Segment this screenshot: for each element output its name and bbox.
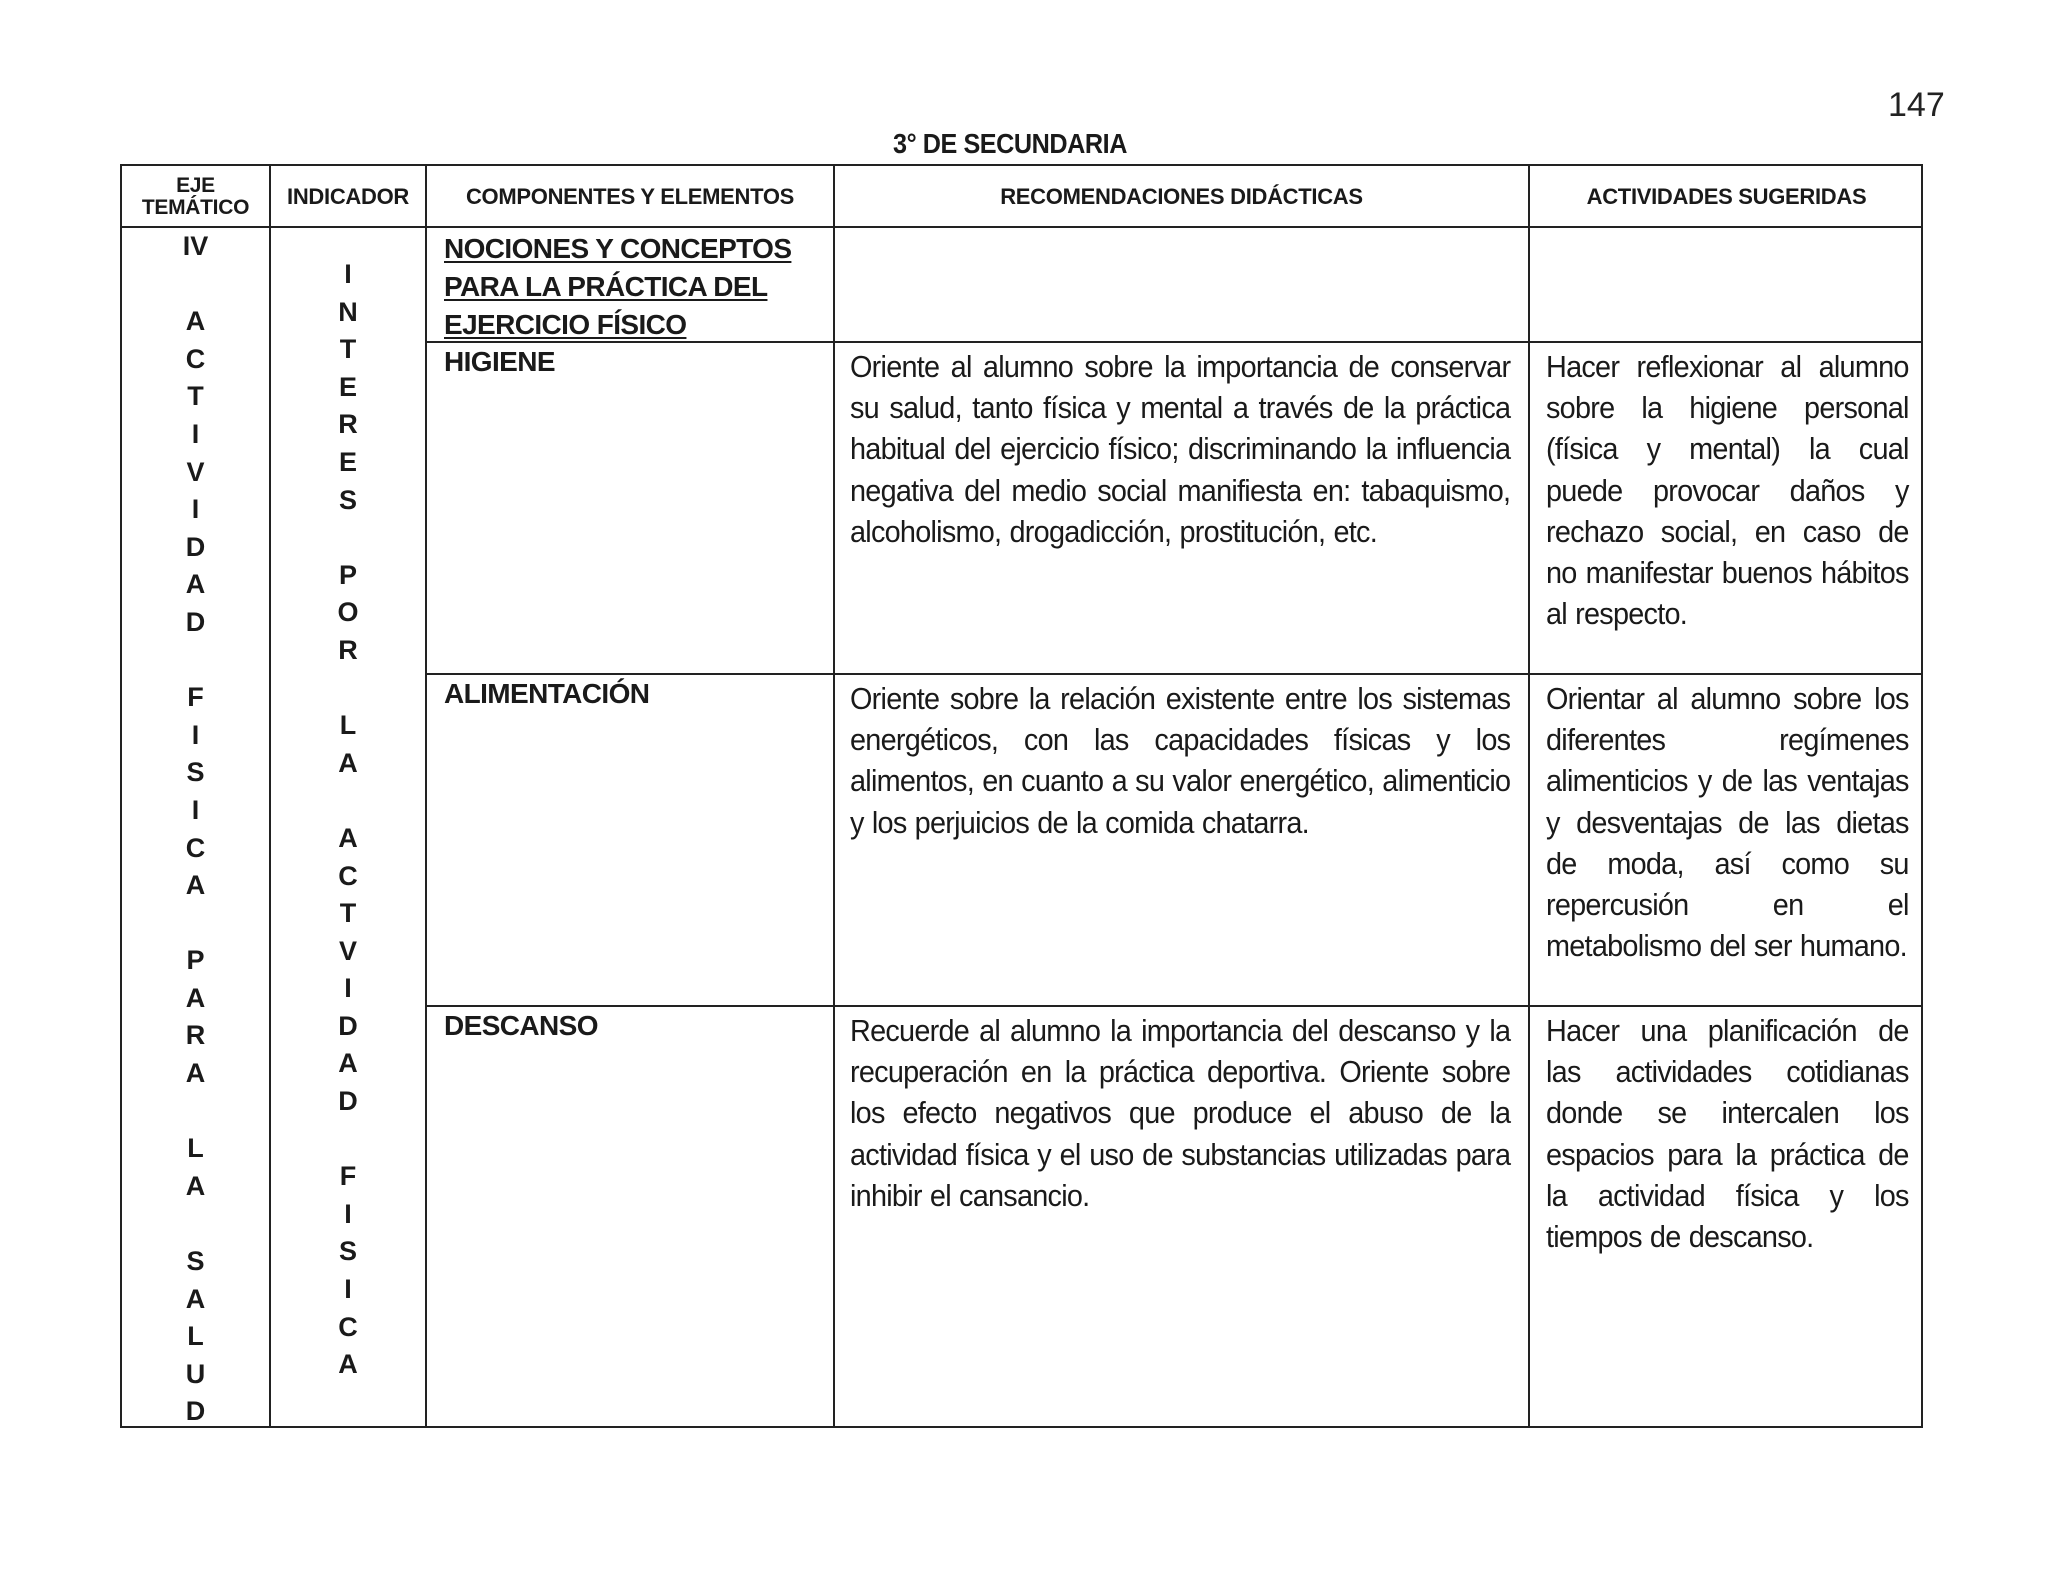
indicador-letter: D — [338, 1010, 358, 1041]
indicador-letter: S — [338, 1236, 357, 1267]
header-eje-tematico — [122, 166, 269, 228]
section-heading — [444, 230, 791, 344]
indicador-letter: R — [338, 409, 358, 440]
header-eje-line2: TEMÁTICO — [141, 196, 250, 219]
recomendacion-higiene: Oriente al alumno sobre la importancia de conservar su salud, tanto física y mental a través de la práctica habitual del ejercicio físico; discriminando la influencia negativa del medio social manifiesta en: tabaquismo, alcoholismo, drogadicción, prostitución, etc. — [850, 349, 1511, 549]
page-number: 147 — [1888, 86, 1945, 124]
indicador-vertical-text — [271, 256, 425, 1384]
indicador-letter: T — [339, 898, 357, 929]
component-higiene: HIGIENE — [444, 346, 555, 377]
recomendacion-alimentacion: Oriente sobre la relación existente entre los sistemas energéticos, con las capacidades físicas y los alimentos, en cuanto a su valor energético, alimenticio y los perjuicios de la comida chatarra. — [850, 681, 1511, 840]
eje-letter: A — [185, 982, 206, 1013]
indicador-letter: L — [339, 710, 357, 741]
indicador-letter: E — [338, 446, 357, 477]
eje-letter: I — [191, 719, 200, 750]
eje-letter: A — [185, 1170, 206, 1201]
header-componentes: COMPONENTES Y ELEMENTOS — [465, 184, 795, 209]
actividad-alimentacion: Orientar al alumno sobre los diferentes regímenes alimenticios y de las ventajas y desventajas de las dietas de moda, así como su repercusión en el metabolismo del ser humano. — [1546, 681, 1909, 964]
eje-letter: C — [185, 343, 206, 374]
curriculum-table — [120, 164, 1923, 1428]
indicador-letter: A — [338, 747, 358, 778]
eje-letter: A — [185, 306, 206, 337]
header-eje-line1: EJE — [176, 174, 215, 197]
eje-letter: S — [186, 757, 205, 788]
indicador-letter: P — [338, 559, 357, 590]
eje-letter: D — [185, 606, 206, 637]
eje-number: IV — [182, 231, 209, 261]
indicador-letter: A — [338, 1048, 358, 1079]
header-recomendaciones: RECOMENDACIONES DIDÁCTICAS — [1000, 184, 1363, 209]
indicador-letter: I — [344, 259, 352, 289]
section-heading-line: EJERCICIO FÍSICO — [444, 309, 687, 340]
eje-letter: T — [187, 381, 204, 412]
component-alimentacion: ALIMENTACIÓN — [444, 678, 650, 709]
row-divider — [425, 673, 1921, 675]
indicador-letter: S — [338, 484, 357, 515]
indicador-letter: A — [338, 822, 358, 853]
eje-letter: D — [185, 1396, 206, 1427]
eje-letter: A — [185, 569, 206, 600]
eje-letter: I — [191, 794, 200, 825]
eje-letter: U — [185, 1358, 206, 1389]
eje-tematico-vertical-text — [122, 228, 269, 1431]
section-heading-line: NOCIONES Y CONCEPTOS — [444, 233, 792, 264]
actividad-descanso: Hacer una planificación de las actividades cotidianas donde se intercalen los espacios para la práctica de la actividad física y los tiempos de descanso. — [1546, 1013, 1909, 1255]
indicador-letter: I — [344, 973, 352, 1004]
indicador-letter: C — [338, 1311, 358, 1342]
row-divider — [425, 1005, 1921, 1007]
eje-letter: A — [185, 1283, 206, 1314]
column-divider — [1528, 166, 1530, 1426]
header-indicador: INDICADOR — [287, 184, 409, 209]
eje-letter: A — [185, 1058, 206, 1089]
eje-letter: F — [187, 682, 204, 713]
indicador-letter: N — [338, 296, 358, 327]
column-divider — [833, 166, 835, 1426]
indicador-letter: I — [344, 1274, 352, 1305]
indicador-letter: A — [338, 1349, 358, 1380]
indicador-letter: R — [338, 634, 358, 665]
eje-letter: A — [185, 870, 206, 901]
header-actividades: ACTIVIDADES SUGERIDAS — [1586, 184, 1867, 209]
eje-letter: C — [185, 832, 206, 863]
component-descanso: DESCANSO — [444, 1010, 598, 1041]
grade-title: 3° DE SECUNDARIA — [893, 128, 1127, 159]
indicador-letter: I — [344, 1198, 352, 1229]
indicador-letter: T — [339, 334, 357, 365]
eje-letter: S — [186, 1246, 205, 1277]
indicador-letter: O — [337, 597, 359, 628]
eje-letter: L — [187, 1133, 204, 1164]
eje-letter: D — [185, 531, 206, 562]
section-heading-line: PARA LA PRÁCTICA DEL — [444, 271, 768, 302]
eje-letter: L — [187, 1321, 204, 1352]
eje-letter: V — [186, 456, 205, 487]
eje-letter: P — [186, 945, 205, 976]
column-divider — [425, 166, 427, 1426]
eje-letter: I — [191, 494, 200, 525]
indicador-letter: F — [339, 1161, 357, 1192]
eje-letter: R — [185, 1020, 206, 1051]
recomendacion-descanso: Recuerde al alumno la importancia del descanso y la recuperación en la práctica deportiva. Oriente sobre los efecto negativos que produce el abuso de la actividad física y el uso de substancias utilizadas para inhibir el cansancio. — [850, 1013, 1511, 1213]
indicador-letter: D — [338, 1086, 358, 1117]
actividad-higiene: Hacer reflexionar al alumno sobre la higiene personal (física y mental) la cual puede provocar daños y rechazo social, en caso de no manifestar buenos hábitos al respecto. — [1546, 349, 1909, 632]
indicador-letter: E — [338, 371, 357, 402]
indicador-letter: C — [338, 860, 358, 891]
eje-letter: I — [191, 418, 200, 449]
indicador-letter: V — [338, 935, 357, 966]
